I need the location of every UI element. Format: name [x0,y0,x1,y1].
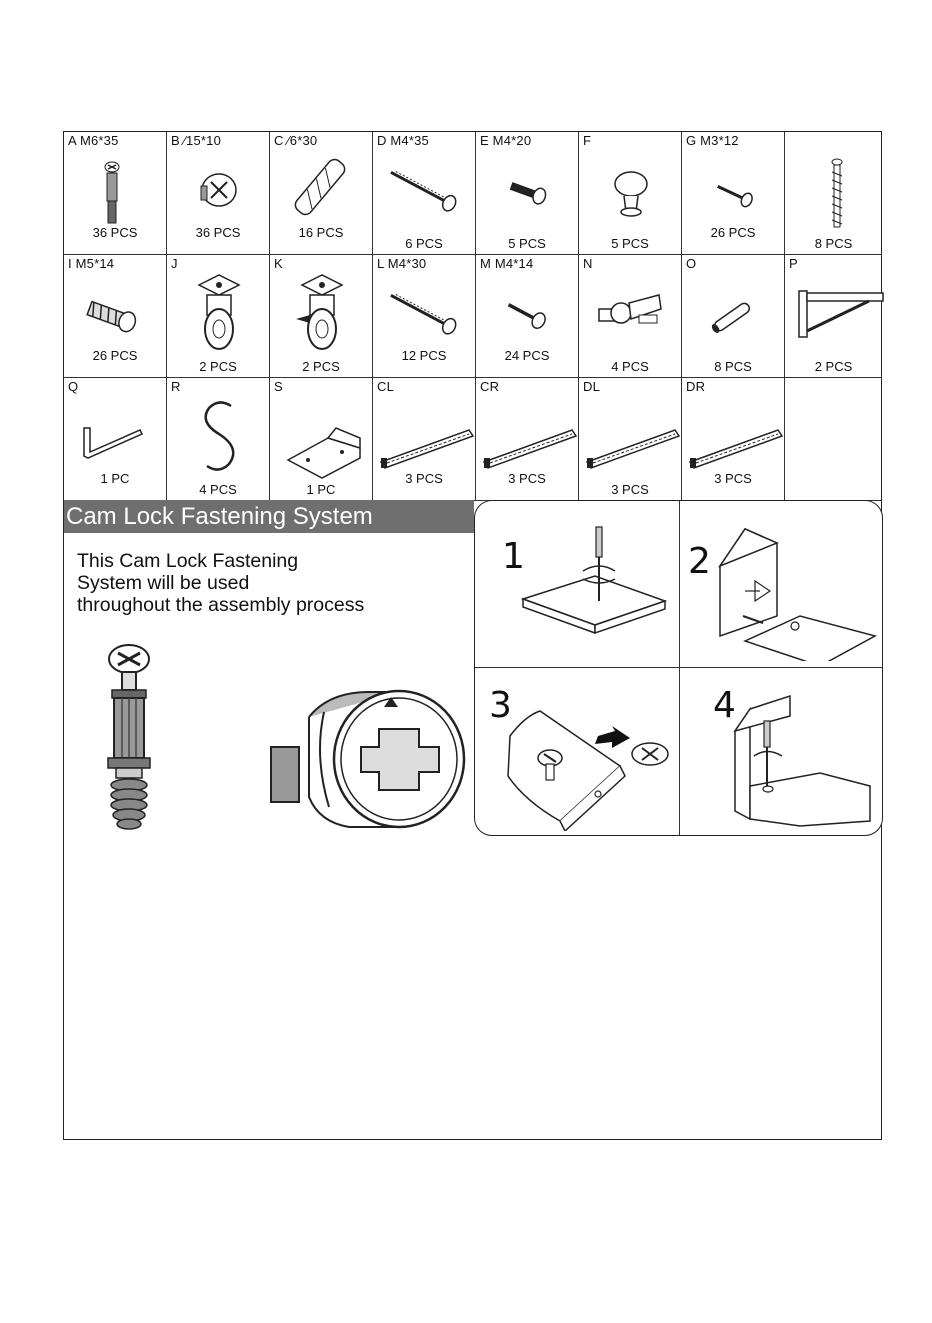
step-number: 2 [688,541,711,582]
part-cell [785,132,882,255]
part-cell [579,132,682,255]
part-cell [167,132,270,255]
part-cell [476,132,579,255]
part-cell [270,132,373,255]
part-quantity: 4 PCS [611,359,649,374]
part-cell [579,378,682,501]
assembly-steps-panel [474,500,883,836]
part-code: A M6*35 [68,133,119,148]
part-code: C ∕6*30 [274,133,318,148]
part-code: K [274,256,283,271]
intro-line: throughout the assembly process [77,594,365,616]
step-number: 4 [713,685,736,726]
part-cell [270,255,373,378]
step-number: 1 [502,536,525,577]
part-quantity: 3 PCS [714,471,752,486]
intro-line: This Cam Lock Fastening [77,550,299,572]
part-quantity: 1 PC [100,471,130,486]
part-quantity: 12 PCS [401,348,447,363]
step-1-illustration [515,521,675,641]
part-code: DR [686,379,706,394]
part-cell [682,378,785,501]
part-quantity: 8 PCS [714,359,752,374]
part-cell [682,255,785,378]
part-cell [64,378,167,501]
part-code: CL [377,379,395,394]
part-quantity: 26 PCS [710,225,756,240]
part-quantity: 36 PCS [195,225,241,240]
part-quantity: 3 PCS [508,471,546,486]
part-code: O [686,256,697,271]
section-title: Cam Lock Fastening System [64,500,474,533]
part-quantity: 3 PCS [405,471,443,486]
part-code: L M4*30 [377,256,427,271]
part-code: DL [583,379,601,394]
part-code: I M5*14 [68,256,115,271]
part-code: R [171,379,181,394]
part-cell [579,255,682,378]
part-code: D M4*35 [377,133,429,148]
part-code: J [171,256,178,271]
part-code: B ∕15*10 [171,133,222,148]
part-quantity: 5 PCS [508,236,546,251]
part-code: Q [68,379,79,394]
part-code: F [583,133,592,148]
part-code: P [789,256,798,271]
part-code: CR [480,379,500,394]
cam-bolt-illustration [94,637,174,832]
step-number: 3 [489,685,512,726]
parts-grid [64,132,883,500]
part-quantity: 5 PCS [611,236,649,251]
part-cell [476,255,579,378]
step-2-illustration [715,521,880,661]
part-code: M M4*14 [480,256,534,271]
part-cell [373,255,476,378]
part-code: N [583,256,593,271]
part-cell [373,378,476,501]
cam-lock-illustration [269,677,469,832]
step-3-illustration [500,706,680,831]
part-quantity: 2 PCS [302,359,340,374]
part-code: S [274,379,283,394]
part-code: G M3*12 [686,133,739,148]
part-quantity: 3 PCS [611,482,649,497]
part-cell [785,255,882,378]
part-cell [682,132,785,255]
intro-text [77,550,457,616]
parts-sheet [63,131,882,1140]
part-quantity: 8 PCS [814,236,853,251]
part-cell [270,378,373,501]
part-cell [64,255,167,378]
part-quantity: 2 PCS [199,359,237,374]
part-quantity: 2 PCS [814,359,853,374]
part-quantity: 36 PCS [92,225,138,240]
part-quantity: 26 PCS [92,348,138,363]
part-cell [373,132,476,255]
part-quantity: 1 PC [306,482,336,497]
part-cell [785,378,882,501]
part-cell [64,132,167,255]
part-cell [167,255,270,378]
part-code: E M4*20 [480,133,532,148]
part-quantity: 16 PCS [298,225,344,240]
intro-line: System will be used [77,572,250,594]
part-quantity: 6 PCS [405,236,443,251]
divider [475,667,882,668]
part-quantity: 4 PCS [199,482,237,497]
part-cell [476,378,579,501]
step-4-illustration [730,691,880,831]
part-cell [167,378,270,501]
part-quantity: 24 PCS [504,348,550,363]
